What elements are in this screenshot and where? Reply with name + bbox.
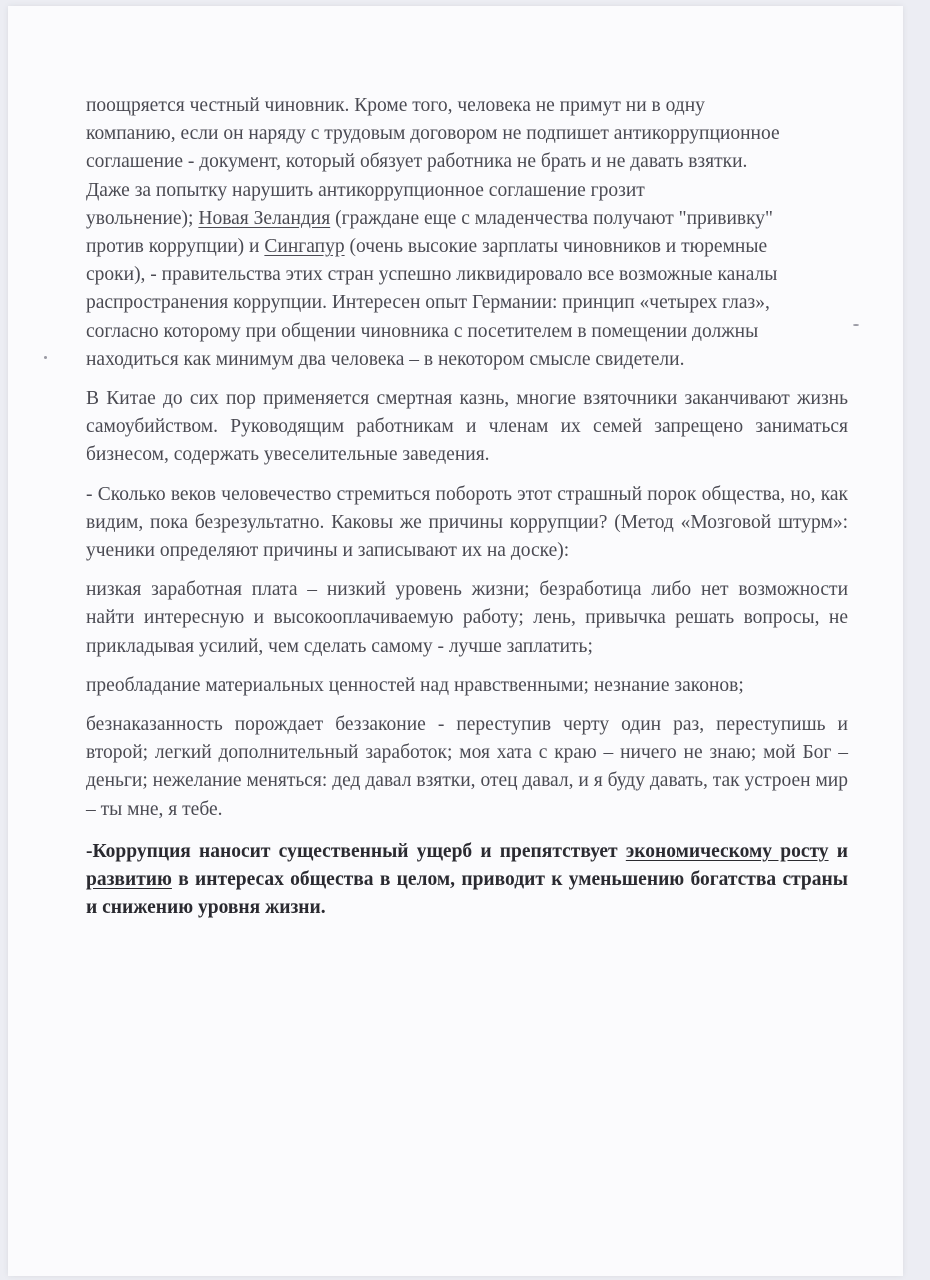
paragraph-causes-list-2: преобладание материальных ценностей над нравственными; незнание законов; xyxy=(86,674,744,696)
link-new-zealand[interactable]: Новая Зеландия xyxy=(198,207,331,229)
conclusion-text: -Коррупция наносит существенный ущерб и препятствует xyxy=(86,840,626,862)
paragraph-causes-list-1: низкая заработная плата – низкий уровень жизни; безработица либо нет возможности найти интересную и высокооплачиваемую работу; лень, привычка решать вопросы, не прикладывая усилий, чем сделать самому - лучше заплатить; xyxy=(86,579,848,657)
document-body xyxy=(86,92,848,933)
text-line: находиться как минимум два человека – в некотором смысле свидетели. xyxy=(86,348,685,370)
paragraph-china: В Китае до сих пор применяется смертная казнь, многие взяточники заканчивают жизнь самоубийством. Руководящим работникам и членам их семей запрещено заниматься бизнесом, содержать увеселительные заведения. xyxy=(86,388,848,466)
scan-speck xyxy=(44,356,47,359)
text-line: поощряется честный чиновник. Кроме того, человека не примут ни в одну xyxy=(86,95,705,116)
paragraph-causes-list-3: безнаказанность порождает беззаконие - переступив черту один раз, переступишь и второй; легкий дополнительный заработок; моя хата с краю – ничего не знаю; мой Бог – деньги; нежелание меняться: дед давал взятки, отец давал, и я буду давать, так устроен мир – ты мне, я тебе. xyxy=(86,714,848,820)
text-line: сроки), - правительства этих стран успешно ликвидировало все возможные каналы xyxy=(86,264,778,286)
text-line: против коррупции) и xyxy=(86,236,265,258)
text-line: распространения коррупции. Интересен опыт Германии: принцип «четырех глаз», xyxy=(86,292,770,314)
text-line: соглашение - документ, который обязует работника не брать и не давать взятки. xyxy=(86,151,748,173)
text-line: Даже за попытку нарушить антикоррупционное соглашение грозит xyxy=(86,179,645,201)
link-development[interactable]: развитию xyxy=(86,869,172,891)
conclusion-text: в интересах общества в целом, приводит к уменьшению богатства страны и снижению уровня жизни. xyxy=(86,869,848,919)
text-line: (очень высокие зарплаты чиновников и тюремные xyxy=(344,236,768,258)
text-line: (граждане еще с младенчества получают "прививку" xyxy=(330,207,773,229)
text-line: согласно которому при общении чиновника с посетителем в помещении должны xyxy=(86,320,759,342)
paragraph-countries xyxy=(86,92,848,374)
link-singapore[interactable]: Сингапур xyxy=(264,236,345,258)
scan-speck xyxy=(853,324,859,326)
text-line: увольнение); xyxy=(86,207,199,229)
conclusion-text: и xyxy=(828,840,848,862)
paragraph-causes-question: - Сколько веков человечество стремиться побороть этот страшный порок общества, но, как видим, пока безрезультатно. Каковы же причины коррупции? (Метод «Мозговой штурм»: ученики определяют причины и записывают их на доске): xyxy=(86,483,848,562)
link-economic-growth[interactable]: экономическому росту xyxy=(625,840,829,862)
scanned-page xyxy=(8,6,903,1276)
text-line: компанию, если он наряду с трудовым договором не подпишет антикоррупционное xyxy=(86,123,780,145)
paragraph-conclusion xyxy=(86,838,848,923)
